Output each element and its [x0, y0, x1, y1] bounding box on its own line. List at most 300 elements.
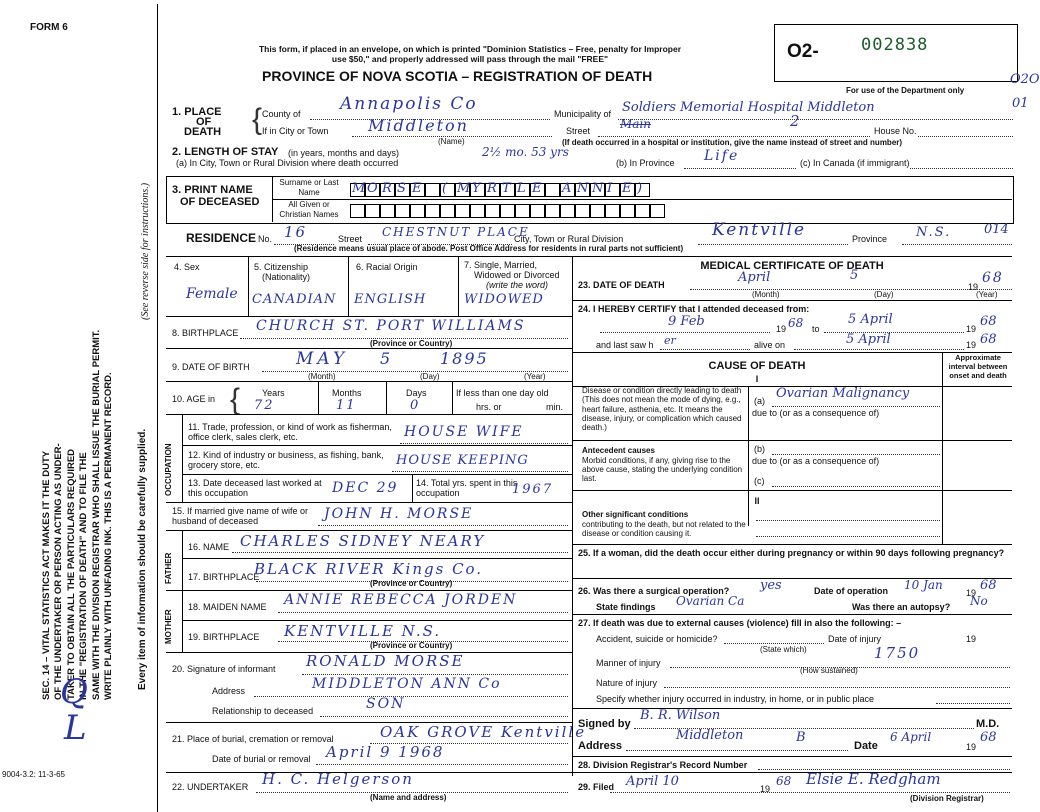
surname-letter-letter: E	[412, 181, 422, 196]
cause-a-label: (a)	[754, 396, 765, 406]
occ-11-line	[400, 443, 568, 444]
cause-line-2	[572, 490, 1012, 491]
col-div-1	[248, 256, 249, 316]
of-deceased-label: OF DECEASED	[180, 196, 260, 208]
woman-label: 25. If a woman, did the death occur either during pregnancy or within 90 days following pregnancy?	[578, 548, 1005, 558]
surname-letter-box	[455, 183, 470, 197]
occ-14-value: 1967	[512, 482, 554, 497]
surname-letter-box	[380, 183, 395, 197]
specify-line	[936, 703, 1010, 704]
form-title: PROVINCE OF NOVA SCOTIA – REGISTRATION OF DEATH	[262, 68, 653, 84]
occupation-div	[182, 414, 183, 502]
sex-label: 4. Sex	[174, 262, 200, 272]
occ-14-label: 14. Total yrs. spent in this occupation	[416, 478, 518, 498]
mother-birthplace-caption: (Province or Country)	[370, 641, 453, 650]
doctor-address-line	[626, 750, 848, 751]
alive-label: alive on	[754, 340, 786, 350]
alive-year: 68	[980, 332, 997, 347]
surname-letter-letter: L	[517, 181, 526, 196]
table-top-line	[166, 256, 1012, 257]
municipality-value: Soldiers Memorial Hospital Middleton	[622, 100, 875, 115]
given-letter-box	[365, 204, 380, 218]
county-label: County of	[262, 109, 301, 119]
surname-letter-box	[560, 183, 575, 197]
place-brace: {	[252, 103, 263, 136]
registrar-signature: Elsie E. Redgham	[806, 770, 941, 788]
surgical-label: 26. Was there a surgical operation?	[578, 586, 730, 596]
given-letter-box	[500, 204, 515, 218]
mother-birthplace-label: 19. BIRTHPLACE	[188, 632, 260, 642]
attend-from-line	[600, 332, 770, 333]
antecedent-desc: Morbid conditions, if any, giving rise to the above cause, stating the underlying condition last.	[582, 456, 743, 483]
age-label: 10. AGE in	[172, 394, 216, 404]
burial-date-label: Date of burial or removal	[212, 754, 311, 764]
father-birthplace-caption: (Province or Country)	[370, 579, 453, 588]
given-letter-box	[485, 204, 500, 218]
age-div-1	[318, 381, 319, 414]
given-letter-box	[440, 204, 455, 218]
given-letter-box	[395, 204, 410, 218]
burial-date-value: April 9 1968	[326, 743, 445, 761]
last-saw-line	[660, 349, 750, 350]
injury-year-prefix: 19	[966, 634, 977, 644]
undertaker-value: H. C. Helgerson	[262, 770, 414, 788]
reg-number: 002838	[861, 35, 929, 55]
marital-label-2: Widowed or Divorced	[474, 270, 560, 280]
attend-from-year-prefix: 19	[776, 324, 787, 334]
filed-value: April 10	[626, 774, 679, 789]
undertaker-caption: (Name and address)	[370, 793, 447, 802]
surname-letter-box	[620, 183, 635, 197]
footer-code: 9004-3.2: 11-3-65	[2, 770, 66, 779]
father-vertical-label: FATHER	[164, 552, 173, 584]
burial-place-label: 21. Place of burial, cremation or removal	[172, 734, 334, 744]
spouse-label: 15. If married give name of wife or husband of deceased	[172, 506, 309, 526]
how-sustained-caption: (How sustained)	[800, 666, 858, 675]
signed-label: Signed by	[578, 718, 631, 730]
dob-year: 1895	[440, 349, 489, 368]
months-value: 11	[336, 398, 357, 413]
given-letter-box	[650, 204, 665, 218]
residence-label: RESIDENCE	[186, 231, 257, 245]
row-line-4	[166, 414, 572, 415]
other-label: Other significant conditions	[582, 510, 689, 519]
attend-to: 5 April	[848, 312, 893, 327]
given-letter-box	[635, 204, 650, 218]
stay-b-value: Life	[704, 148, 740, 164]
dob-day: 5	[380, 349, 393, 368]
other-line-2	[756, 536, 940, 537]
occ-div-14	[412, 474, 413, 502]
findings-label: State findings	[596, 602, 656, 612]
surname-letter-letter: O	[367, 181, 378, 196]
dod-year-prefix: 19	[968, 282, 979, 292]
surname-letter-letter: S	[397, 181, 406, 196]
filed-year-prefix: 19	[760, 784, 771, 794]
notice-line-2: use $50," and properly addressed will pass through the mail "FREE"	[331, 54, 609, 64]
mother-div	[182, 590, 183, 652]
occ-12-value: HOUSE KEEPING	[396, 453, 529, 468]
manner-label: Manner of injury	[596, 658, 661, 668]
city-name-caption: (Name)	[438, 137, 465, 146]
registration-number-box	[774, 24, 1018, 82]
certify-label: 24. I HEREBY CERTIFY that I attended deceased from:	[578, 304, 810, 314]
residence-street-label: Street	[338, 234, 363, 244]
surname-letter-box	[485, 183, 500, 197]
surname-letter-letter: E	[622, 181, 632, 196]
given-letter-box	[470, 204, 485, 218]
given-letter-box	[410, 204, 425, 218]
residence-street-value: CHESTNUT PLACE	[382, 225, 530, 239]
attend-from: 9 Feb	[668, 314, 705, 329]
alive-line	[794, 349, 964, 350]
reg-prefix: O2-	[787, 41, 819, 62]
row-line-2	[166, 348, 572, 349]
birthplace-caption: (Province or Country)	[370, 339, 453, 348]
doctor-address-label: Address	[578, 740, 623, 752]
racial-value: ENGLISH	[354, 292, 427, 307]
filed-line	[610, 792, 1010, 793]
informant-line	[302, 674, 568, 675]
occ-12-label: 12. Kind of industry or business, as fishing, bank, grocery store, etc.	[188, 450, 384, 470]
citizenship-sub: (Nationality)	[262, 272, 311, 282]
accident-line	[724, 643, 824, 644]
dod-month-caption: (Month)	[752, 290, 780, 299]
mother-maiden-value: ANNIE REBECCA JORDEN	[284, 592, 518, 608]
print-name-label: 3. PRINT NAME	[172, 184, 253, 196]
nature-label: Nature of injury	[596, 678, 658, 688]
manner-code: 1750	[874, 644, 921, 662]
attend-to-line	[824, 332, 964, 333]
city-label: If in City or Town	[262, 126, 329, 136]
surname-letter-box	[395, 183, 410, 197]
row-line-6	[166, 530, 572, 531]
spouse-line	[318, 525, 568, 526]
place-street-label: Street	[566, 126, 591, 136]
dob-month: MAY	[296, 349, 349, 369]
mother-row-line	[182, 620, 572, 621]
given-letter-box	[350, 204, 365, 218]
min-label: min.	[546, 402, 564, 412]
city-value: Middleton	[368, 116, 469, 135]
occ-11-label: 11. Trade, profession, or kind of work as fisherman, office clerk, sales clerk, etc.	[188, 422, 392, 442]
surname-letter-box	[635, 183, 650, 197]
med-line-4	[572, 578, 1012, 579]
statute-side-text: SEC. 14 – VITAL STATISTICS ACT MAKES IT THE DUTY OF THE UNDERTAKER OR PERSON ACTING AS UNDER- TAKER TO OBTAIN ALL THE PARTICULARS REQUIRED IN THE "REGISTRATION OF DEATH" AND TO FILE THE SAME WITH THE DIVISION REGISTRAR WHO SHALL ISSUE THE BURIAL PERMIT. WRITE PLAINLY WITH UNFADING INK. THIS IS A PERMANENT RECORD.	[41, 329, 115, 700]
interval-div	[942, 352, 943, 544]
surname-letter-letter: (	[442, 181, 448, 196]
occupation-vertical-label: OCCUPATION	[164, 443, 173, 496]
surname-letter-box	[470, 183, 485, 197]
burial-date-line	[316, 764, 568, 765]
signed-value: B. R. Wilson	[640, 708, 721, 723]
op-date-value: 10 Jan	[904, 578, 943, 592]
surname-letter-letter: R	[382, 181, 392, 196]
alive-year-prefix: 19	[966, 340, 977, 350]
house-line	[918, 136, 1013, 137]
relationship-line	[320, 716, 568, 717]
stay-desc: (in years, months and days)	[288, 148, 400, 158]
op-date-label: Date of operation	[814, 586, 889, 596]
given-letter-box	[560, 204, 575, 218]
surname-letter-letter: Y	[472, 181, 481, 196]
surname-letter-box	[500, 183, 515, 197]
external-label: 27. If death was due to external causes (violence) fill in also the following: –	[578, 618, 902, 628]
dob-year-caption: (Year)	[524, 372, 546, 381]
autopsy-value: No	[970, 594, 988, 608]
surname-letter-box	[515, 183, 530, 197]
residence-province-label: Province	[852, 234, 888, 244]
surname-letter-letter: N	[577, 181, 589, 196]
med-line-1	[572, 300, 1012, 301]
attend-to-year: 68	[980, 314, 997, 329]
row-line-5	[166, 502, 572, 503]
occ-line-1	[182, 445, 572, 446]
last-saw-label: and last saw h	[596, 340, 654, 350]
years-value: 72	[254, 398, 275, 413]
undertaker-label: 22. UNDERTAKER	[172, 782, 249, 792]
days-value: 0	[410, 398, 421, 413]
stay-c-label: (c) In Canada (if immigrant)	[800, 158, 910, 168]
residence-city-label: City, Town or Rural Division	[514, 234, 624, 244]
row-line-1	[166, 316, 572, 317]
medical-header: MEDICAL CERTIFICATE OF DEATH	[700, 260, 884, 272]
citizenship-value: CANADIAN	[252, 292, 337, 307]
attend-to-year-prefix: 19	[966, 324, 977, 334]
hrs-label: hrs. or	[476, 402, 502, 412]
cause-a-line	[772, 406, 940, 407]
med-line-3	[572, 544, 1012, 545]
cert-date-label: Date	[854, 740, 878, 752]
immediate-label: Disease or condition directly leading to death (This does not mean the mode of dying, e.g., heart failure, asthenia, etc. It means the disease, injury, or complication which caused death.)	[582, 386, 742, 433]
residence-note: (Residence means usual place of abode. Post Office Address for residents in rural parts not sufficient)	[294, 244, 684, 253]
stay-b-line	[684, 168, 796, 169]
house-label: House No.	[874, 126, 917, 136]
cause-b-line	[772, 454, 940, 455]
informant-label: 20. Signature of informant	[172, 664, 276, 674]
dod-year-caption: (Year)	[976, 290, 998, 299]
antecedent-label: Antecedent causes	[582, 446, 655, 455]
father-name-line	[232, 552, 568, 553]
cert-date-value: 6 April	[890, 730, 932, 744]
age-div-3	[452, 381, 453, 414]
surname-letter-box	[530, 183, 545, 197]
record-label: 28. Division Registrar's Record Number	[578, 760, 748, 770]
given-letter-box	[575, 204, 590, 218]
birthplace-value: CHURCH ST. PORT WILLIAMS	[256, 318, 526, 334]
surname-letter-box	[425, 183, 440, 197]
birthplace-label: 8. BIRTHPLACE	[172, 328, 239, 338]
surname-letter-box	[350, 183, 365, 197]
alive-value: 5 April	[846, 332, 891, 347]
surname-letter-letter: M	[352, 181, 366, 196]
supply-side-text: Every item of information should be carefully supplied.	[137, 428, 148, 690]
reg-margin-note: O2O	[1010, 72, 1040, 87]
attend-from-year: 68	[788, 316, 804, 330]
col-div-2	[348, 256, 349, 316]
less-than-day-label: If less than one day old	[456, 388, 549, 398]
center-divider	[572, 256, 573, 776]
roman-two: II	[754, 496, 760, 506]
dod-day: 5	[850, 268, 861, 283]
nature-line	[664, 687, 1010, 688]
relationship-value: SON	[366, 696, 406, 712]
given-letter-box	[545, 204, 560, 218]
sex-value: Female	[186, 286, 238, 302]
autopsy-label: Was there an autopsy?	[852, 602, 951, 612]
roman-one: I	[755, 374, 759, 384]
residence-province-line	[902, 244, 1012, 245]
margin-mark-1: Q	[60, 672, 90, 712]
surname-letter-letter: A	[562, 181, 572, 196]
house-value: 2	[790, 112, 802, 130]
occ-13-value: DEC 29	[332, 480, 399, 496]
col-div-3	[458, 256, 459, 316]
surname-letter-letter: E	[532, 181, 542, 196]
cause-header: CAUSE OF DEATH	[708, 360, 806, 372]
months-label: Months	[332, 388, 362, 398]
municipality-label: Municipality of	[554, 109, 612, 119]
stay-a-value: 2½ mo. 53 yrs	[482, 145, 569, 159]
dod-month: April	[738, 270, 771, 285]
given-letter-box	[425, 204, 440, 218]
doctor-address-value: Middleton	[676, 728, 744, 743]
occ-11-value: HOUSE WIFE	[404, 424, 524, 440]
surname-letter-letter: M	[457, 181, 471, 196]
age-brace: {	[230, 383, 241, 416]
mother-birthplace-value: KENTVILLE N.S.	[284, 622, 442, 640]
father-name-label: 16. NAME	[188, 542, 230, 552]
dept-use-note: For use of the Department only	[846, 86, 965, 95]
mother-maiden-line	[278, 612, 568, 613]
med-line-5	[572, 614, 1012, 615]
op-year: 68	[980, 578, 997, 593]
days-label: Days	[406, 388, 427, 398]
margin-mark-2: L	[64, 708, 89, 748]
cause-line-1	[572, 440, 1012, 441]
residence-province-value: N.S.	[916, 225, 952, 240]
op-year-prefix: 19	[966, 588, 977, 598]
registrar-caption: (Division Registrar)	[910, 794, 984, 803]
place-street-value: Main	[620, 117, 652, 131]
residence-code: 014	[984, 222, 1009, 237]
surname-letter-box	[605, 183, 620, 197]
occ-line-2	[182, 474, 572, 475]
dob-month-caption: (Month)	[308, 372, 336, 381]
dod-line	[690, 289, 1012, 290]
mother-vertical-label: MOTHER	[164, 609, 173, 644]
age-div-2	[386, 381, 387, 414]
marital-label-3: (write the word)	[486, 280, 549, 290]
due-b-label: due to (or as a consequence of)	[752, 456, 880, 466]
informant-address-label: Address	[212, 686, 246, 696]
place-label: 1. PLACE	[172, 106, 222, 118]
residence-city-value: Kentville	[712, 220, 807, 240]
racial-label: 6. Racial Origin	[356, 262, 418, 272]
surname-letter-letter: T	[502, 181, 511, 196]
doctor-address-code: B	[796, 730, 808, 745]
cause-c-label: (c)	[754, 476, 765, 486]
given-letter-box	[380, 204, 395, 218]
specify-label: Specify whether injury occurred in industry, in home, or in public place	[596, 694, 874, 704]
given-letter-box	[455, 204, 470, 218]
cause-b-label: (b)	[754, 444, 765, 454]
surname-label: Surname or Last Name	[279, 178, 339, 197]
attend-to-label: to	[812, 324, 820, 334]
residence-no-value: 16	[284, 223, 308, 241]
citizenship-label: 5. Citizenship	[254, 262, 309, 272]
surname-letter-box	[590, 183, 605, 197]
surname-letter-box	[545, 183, 560, 197]
father-birthplace-value: BLACK RIVER Kings Co.	[254, 560, 484, 578]
surname-letter-box	[410, 183, 425, 197]
accident-label: Accident, suicide or homicide?	[596, 634, 718, 644]
given-letter-box	[590, 204, 605, 218]
surname-letter-letter: R	[487, 181, 497, 196]
given-letter-box	[605, 204, 620, 218]
marital-label-1: 7. Single, Married,	[464, 260, 538, 270]
other-desc: contributing to the death, but not related to the disease or condition causing it.	[582, 520, 746, 538]
informant-address-line	[254, 696, 568, 697]
surname-letter-box	[575, 183, 590, 197]
spouse-value: JOHN H. MORSE	[324, 506, 474, 522]
hospital-note: (If death occurred in a hospital or institution, give the name instead of street and number)	[562, 138, 903, 147]
surgical-value: yes	[760, 578, 782, 593]
notice-line-1: This form, if placed in an envelope, on which is printed "Dominion Statistics – Free, penalty for Improper	[258, 44, 682, 54]
filed-label: 29. Filed	[578, 782, 615, 792]
due-a-label: due to (or as a consequence of)	[752, 408, 880, 418]
md-label: M.D.	[976, 718, 1000, 730]
surname-letter-letter: )	[637, 181, 643, 196]
father-birthplace-label: 17. BIRTHPLACE	[188, 572, 260, 582]
left-border	[157, 4, 158, 812]
stay-a-label: (a) In City, Town or Rural Division where death occurred	[176, 158, 399, 168]
municipality-line	[618, 119, 1013, 120]
mother-maiden-label: 18. MAIDEN NAME	[188, 602, 267, 612]
surname-letter-box	[365, 183, 380, 197]
surname-letter-box	[440, 183, 455, 197]
given-letter-box	[620, 204, 635, 218]
last-saw-value: er	[664, 334, 676, 347]
dod-label: 23. DATE OF DEATH	[578, 280, 665, 290]
years-label: Years	[262, 388, 285, 398]
cert-year: 68	[980, 730, 997, 745]
reg-margin-note-2: 01	[1012, 96, 1029, 111]
dod-day-caption: (Day)	[874, 290, 894, 299]
row-line-7	[166, 590, 572, 591]
dob-label: 9. DATE OF BIRTH	[172, 362, 250, 372]
surname-letter-letter: I	[607, 181, 613, 196]
name-row-divider	[272, 199, 1012, 200]
findings-value: Ovarian Ca	[676, 594, 745, 608]
med-line-6	[572, 708, 1012, 709]
cause-c-line	[772, 486, 940, 487]
residence-no-label: No.	[258, 234, 273, 244]
reverse-side-note: (See reverse side for instructions.)	[140, 182, 151, 320]
relationship-label: Relationship to deceased	[212, 706, 314, 716]
state-which-caption: (State which)	[760, 645, 807, 654]
stay-label: 2. LENGTH OF STAY	[172, 146, 279, 158]
marital-value: WIDOWED	[464, 292, 544, 307]
dob-day-caption: (Day)	[420, 372, 440, 381]
place-street-line	[598, 136, 870, 137]
injury-date-label: Date of injury	[828, 634, 882, 644]
informant-value: RONALD MORSE	[306, 652, 465, 670]
burial-place-value: OAK GROVE Kentville	[380, 723, 587, 741]
med-line-7	[572, 756, 1012, 757]
interval-header: Approximate interval between onset and death	[948, 353, 1008, 380]
other-line-1	[756, 520, 940, 521]
